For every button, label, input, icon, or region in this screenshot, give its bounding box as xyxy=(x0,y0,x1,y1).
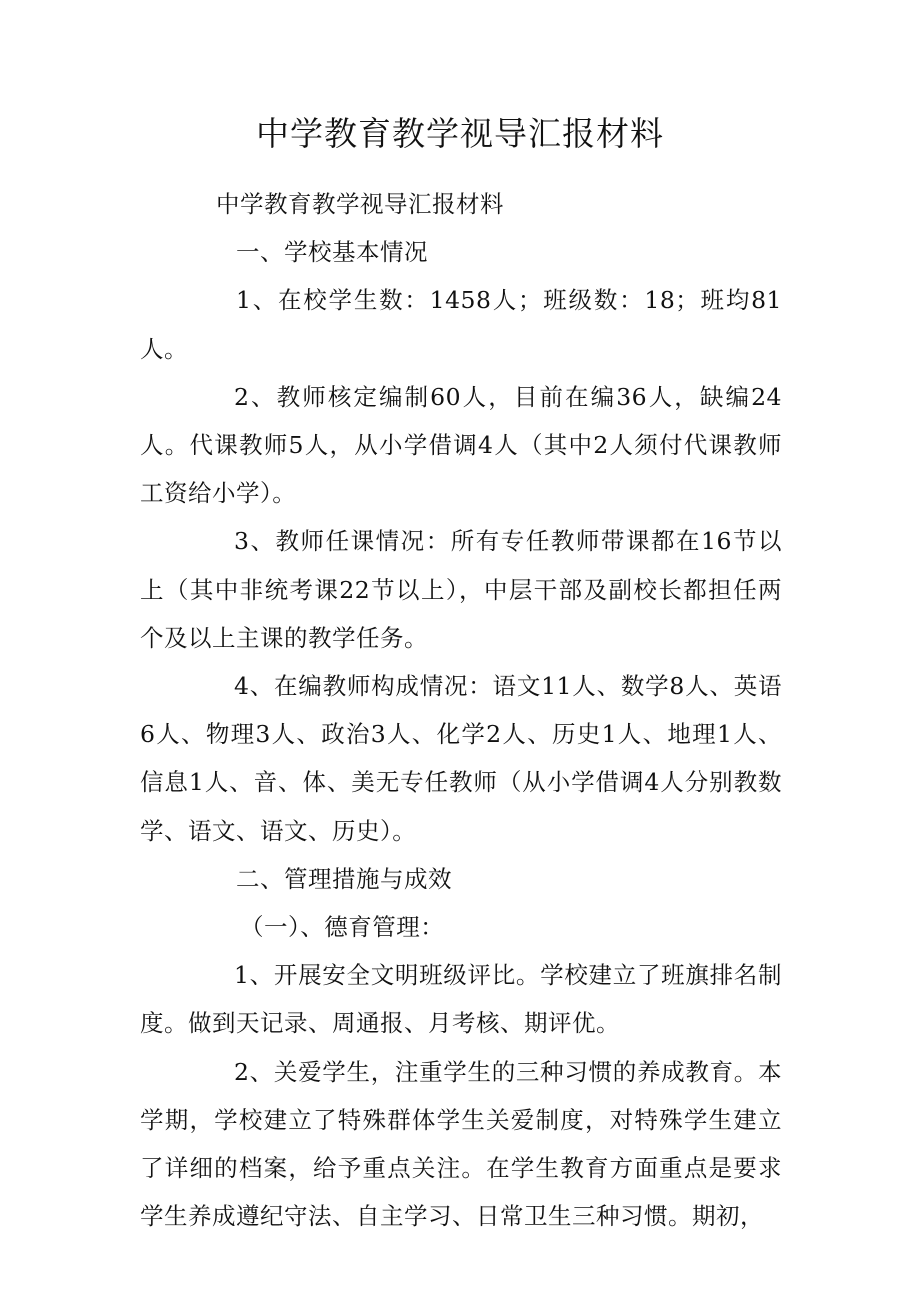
paragraph: （一）、德育管理： xyxy=(240,913,445,942)
paragraph: 中学教育教学视导汇报材料 xyxy=(216,190,504,218)
paragraph: 1、在校学生数：1458人；班级数：18；班均81人。 xyxy=(140,286,782,363)
paragraph: 二、管理措施与成效 xyxy=(236,864,452,893)
document-title: 中学教育教学视导汇报材料 xyxy=(256,114,664,153)
paragraph: 一、学校基本情况 xyxy=(236,238,428,267)
paragraph: 1、开展安全文明班级评比。学校建立了班旗排名制度。做到天记录、周通报、月考核、期评优。 xyxy=(140,961,782,1038)
paragraph: 2、教师核定编制60人，目前在编36人，缺编24人。代课教师5人，从小学借调4人（其中2人须付代课教师工资给小学）。 xyxy=(140,382,782,508)
paragraph: 3、教师任课情况：所有专任教师带课都在16节以上（其中非统考课22节以上），中层干部及副校长都担任两个及以上主课的教学任务。 xyxy=(140,527,782,652)
paragraph: 2、关爱学生，注重学生的三种习惯的养成教育。本学期，学校建立了特殊群体学生关爱制度，对特殊学生建立了详细的档案，给予重点关注。在学生教育方面重点是要求学生养成遵纪守法、自主学习、日常卫生三种习惯。期初， xyxy=(140,1057,782,1231)
paragraph: 4、在编教师构成情况：语文11人、数学8人、英语6人、物理3人、政治3人、化学2人、历史1人、地理1人、信息1人、音、体、美无专任教师（从小学借调4人分别教数学、语文、语文、历史）。 xyxy=(140,672,782,845)
document-body xyxy=(140,180,782,1240)
